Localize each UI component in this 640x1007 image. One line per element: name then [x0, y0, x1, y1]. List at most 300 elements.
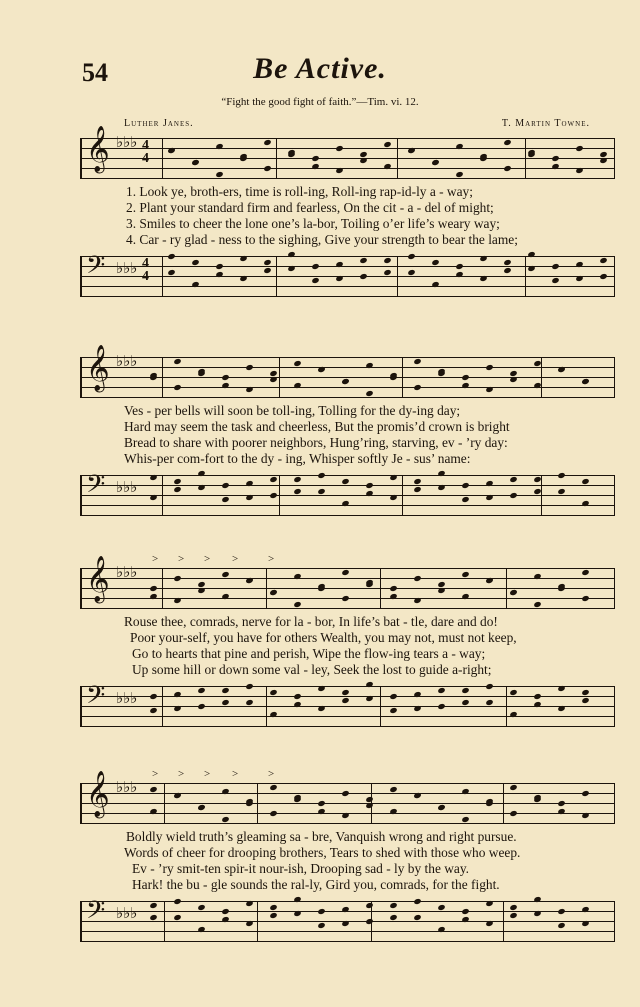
- note-head: [191, 259, 199, 266]
- bar-line: [80, 901, 82, 941]
- bar-line: [614, 783, 615, 823]
- epigraph: “Fight the good fight of faith.”—Tim. vi. 12.: [221, 96, 419, 108]
- lyric-line: Words of cheer for drooping brothers, Tears to shed with those who weep.: [124, 845, 521, 860]
- treble-clef-icon: 𝄞: [86, 771, 110, 816]
- note-head: [413, 575, 421, 582]
- note-head: [389, 902, 397, 909]
- note-head: [437, 587, 445, 594]
- note-head: [509, 784, 517, 791]
- note-head: [197, 687, 205, 694]
- staff-line: [80, 686, 615, 687]
- note-head: [197, 587, 205, 594]
- treble-staff: [80, 771, 615, 823]
- note-head: [173, 358, 181, 365]
- note-head: [221, 699, 229, 706]
- note-head: [431, 259, 439, 266]
- note-head: [599, 273, 607, 280]
- bar-line: [162, 256, 163, 296]
- note-head: [335, 275, 343, 282]
- note-head: [533, 601, 541, 608]
- staff-line: [80, 357, 615, 358]
- note-head: [263, 165, 271, 172]
- note-head: [437, 581, 445, 588]
- composer-credit: T. Martin Towne.: [501, 118, 590, 129]
- note-head: [221, 571, 229, 578]
- note-head: [215, 263, 223, 270]
- note-head: [581, 689, 589, 696]
- note-head: [413, 705, 421, 712]
- bar-line: [614, 475, 615, 515]
- lyric-line: Ev - ’ry smit-ten spir-it nour-ish, Drooping sad - ly by the way.: [132, 861, 470, 876]
- note-head: [455, 263, 463, 270]
- bar-line: [266, 686, 267, 726]
- staff-line: [80, 296, 615, 297]
- note-head: [413, 914, 421, 921]
- key-signature-flats: ♭♭♭: [116, 691, 138, 707]
- note-head: [287, 265, 295, 272]
- note-head: [485, 900, 493, 907]
- note-head: [245, 699, 253, 706]
- accent-mark: >: [232, 553, 239, 565]
- staff-line: [80, 588, 615, 589]
- lyric-line: Hard may seem the task and cheerless, But the promis’d crown is bright: [124, 419, 510, 434]
- note-head: [341, 920, 349, 927]
- note-head: [263, 259, 271, 266]
- staff-line: [80, 783, 615, 784]
- note-head: [197, 904, 205, 911]
- bar-line: [162, 138, 163, 178]
- note-head: [461, 687, 469, 694]
- note-head: [341, 595, 349, 602]
- staff-line: [80, 158, 615, 159]
- note-head: [575, 145, 583, 152]
- note-head: [437, 703, 445, 710]
- staff-line: [80, 803, 615, 804]
- note-head: [269, 912, 277, 919]
- treble-staff: [80, 556, 615, 608]
- note-head: [341, 478, 349, 485]
- note-head: [461, 482, 469, 489]
- note-head: [365, 802, 373, 809]
- note-head: [269, 370, 277, 377]
- staff-line: [80, 823, 615, 824]
- note-head: [317, 472, 325, 479]
- note-head: [341, 689, 349, 696]
- note-head: [269, 376, 277, 383]
- bar-line: [506, 686, 507, 726]
- note-head: [341, 812, 349, 819]
- lyric-line: Go to hearts that pine and perish, Wipe the flow-ing tears a - way;: [132, 646, 486, 661]
- music-system: [80, 345, 615, 537]
- key-signature-flats: ♭♭♭: [116, 565, 138, 581]
- note-head: [311, 263, 319, 270]
- music-system: [80, 553, 615, 748]
- staff-line: [80, 286, 615, 287]
- bar-line: [402, 475, 403, 515]
- note-head: [197, 484, 205, 491]
- note-head: [191, 159, 199, 166]
- note-head: [197, 703, 205, 710]
- accent-mark: >: [232, 768, 239, 780]
- note-head: [269, 589, 277, 596]
- note-head: [383, 269, 391, 276]
- staff-line: [80, 941, 615, 942]
- note-head: [365, 918, 373, 925]
- note-head: [365, 390, 373, 397]
- note-head: [509, 912, 517, 919]
- note-head: [437, 484, 445, 491]
- accent-mark: >: [178, 553, 185, 565]
- lyric-line: 3. Smiles to cheer the lone one’s la-bor, Toiling o’er life’s weary way;: [126, 216, 500, 231]
- staff-line: [80, 485, 615, 486]
- lyric-line: Poor your-self, you have for others Wealth, you may not, must not keep,: [130, 630, 517, 645]
- note-head: [509, 476, 517, 483]
- note-head: [341, 790, 349, 797]
- key-signature-flats: ♭♭♭: [116, 780, 138, 796]
- note-head: [269, 810, 277, 817]
- staff-line: [80, 276, 615, 277]
- bass-clef-icon: 𝄢: [86, 471, 106, 504]
- note-head: [557, 800, 565, 807]
- staff-line: [80, 608, 615, 609]
- time-signature-bottom: 4: [142, 269, 149, 285]
- note-head: [317, 488, 325, 495]
- note-head: [335, 167, 343, 174]
- note-head: [317, 366, 325, 373]
- note-head: [221, 816, 229, 823]
- note-head: [359, 157, 367, 164]
- bass-staff: [80, 252, 615, 296]
- note-head: [221, 374, 229, 381]
- note-head: [551, 263, 559, 270]
- note-head: [389, 707, 397, 714]
- note-head: [557, 472, 565, 479]
- note-head: [149, 474, 157, 481]
- note-head: [503, 267, 511, 274]
- lyric-line: Ves - per bells will soon be toll-ing, Tolling for the dy-ing day;: [124, 403, 461, 418]
- note-head: [221, 687, 229, 694]
- note-head: [383, 257, 391, 264]
- note-head: [149, 707, 157, 714]
- bar-line: [614, 568, 615, 608]
- hymn-title: Be Active.: [253, 52, 387, 85]
- note-head: [149, 902, 157, 909]
- note-head: [581, 920, 589, 927]
- key-signature-flats: ♭♭♭: [116, 906, 138, 922]
- note-head: [245, 920, 253, 927]
- note-head: [173, 575, 181, 582]
- note-head: [389, 585, 397, 592]
- note-head: [197, 804, 205, 811]
- bar-line: [525, 256, 526, 296]
- bar-line: [162, 475, 163, 515]
- staff-line: [80, 495, 615, 496]
- staff-line: [80, 931, 615, 932]
- note-head: [437, 687, 445, 694]
- treble-clef-icon: 𝄞: [86, 345, 110, 390]
- time-signature-top: 4: [142, 138, 149, 153]
- bar-line: [80, 686, 82, 726]
- note-head: [173, 914, 181, 921]
- note-head: [245, 386, 253, 393]
- accent-mark: >: [204, 553, 211, 565]
- time-signature-bottom: 4: [142, 151, 149, 167]
- note-head: [485, 494, 493, 501]
- note-head: [557, 488, 565, 495]
- note-head: [575, 167, 583, 174]
- note-head: [365, 796, 373, 803]
- note-head: [461, 908, 469, 915]
- note-head: [461, 571, 469, 578]
- note-head: [485, 699, 493, 706]
- note-head: [581, 595, 589, 602]
- bar-line: [80, 357, 82, 397]
- accent-mark: >: [204, 768, 211, 780]
- note-head: [437, 904, 445, 911]
- note-head: [413, 384, 421, 391]
- lyric-line: 4. Car - ry glad - ness to the sighing, Give your strength to bear the lame;: [126, 232, 518, 247]
- bar-line: [380, 686, 381, 726]
- note-head: [485, 920, 493, 927]
- bar-line: [257, 901, 258, 941]
- note-head: [557, 685, 565, 692]
- note-head: [461, 816, 469, 823]
- note-head: [197, 581, 205, 588]
- note-head: [389, 693, 397, 700]
- note-head: [485, 386, 493, 393]
- note-head: [341, 569, 349, 576]
- lyric-line: Boldly wield truth’s gleaming sa - bre, Vanquish wrong and right pursue.: [126, 829, 517, 844]
- note-head: [509, 492, 517, 499]
- bar-line: [402, 357, 403, 397]
- note-head: [317, 908, 325, 915]
- note-head: [389, 494, 397, 501]
- bar-line: [276, 138, 277, 178]
- staff-line: [80, 138, 615, 139]
- note-head: [599, 257, 607, 264]
- bar-line: [506, 568, 507, 608]
- bar-line: [614, 686, 615, 726]
- key-signature-flats: ♭♭♭: [116, 354, 138, 370]
- note-head: [479, 255, 487, 262]
- note-head: [551, 277, 559, 284]
- staff-line: [80, 716, 615, 717]
- note-head: [413, 478, 421, 485]
- note-head: [581, 378, 589, 385]
- bass-clef-icon: 𝄢: [86, 252, 106, 285]
- bar-line: [525, 138, 526, 178]
- staff-line: [80, 475, 615, 476]
- note-head: [245, 364, 253, 371]
- note-head: [461, 374, 469, 381]
- time-signature: [142, 257, 149, 284]
- bar-line: [164, 901, 165, 941]
- note-head: [341, 378, 349, 385]
- music-system: [80, 126, 615, 318]
- note-head: [173, 597, 181, 604]
- note-head: [485, 364, 493, 371]
- note-head: [173, 384, 181, 391]
- staff-line: [80, 178, 615, 179]
- note-head: [461, 699, 469, 706]
- note-head: [581, 478, 589, 485]
- note-head: [509, 589, 517, 596]
- accent-mark: >: [268, 768, 275, 780]
- note-head: [503, 165, 511, 172]
- note-head: [221, 496, 229, 503]
- note-head: [389, 786, 397, 793]
- note-head: [263, 139, 271, 146]
- note-head: [479, 275, 487, 282]
- bar-line: [80, 568, 82, 608]
- bar-line: [279, 475, 280, 515]
- note-head: [557, 705, 565, 712]
- bass-clef-icon: 𝄢: [86, 897, 106, 930]
- note-head: [293, 910, 301, 917]
- note-head: [503, 139, 511, 146]
- bar-line: [503, 783, 504, 823]
- note-head: [509, 689, 517, 696]
- note-head: [455, 171, 463, 178]
- note-head: [239, 255, 247, 262]
- note-head: [461, 496, 469, 503]
- key-signature-flats: ♭♭♭: [116, 480, 138, 496]
- bar-line: [80, 256, 82, 296]
- note-head: [269, 784, 277, 791]
- note-head: [413, 358, 421, 365]
- note-head: [167, 253, 175, 260]
- note-head: [365, 695, 373, 702]
- note-head: [407, 253, 415, 260]
- note-head: [437, 804, 445, 811]
- note-head: [167, 147, 175, 154]
- treble-clef-icon: 𝄞: [86, 126, 110, 171]
- accent-mark: >: [152, 553, 159, 565]
- lyric-line: Up some hill or down some val - ley, Seek the lost to guide a-right;: [132, 662, 492, 677]
- note-head: [407, 269, 415, 276]
- lyric-line: Hark! the bu - gle sounds the ral-ly, Gird you, comrads, for the fight.: [132, 877, 500, 892]
- note-head: [485, 577, 493, 584]
- note-head: [149, 914, 157, 921]
- note-head: [557, 908, 565, 915]
- note-head: [581, 790, 589, 797]
- lyric-line: Bread to share with poorer neighbors, Hung’ring, starving, ev - ’ry day:: [124, 435, 508, 450]
- note-head: [389, 914, 397, 921]
- bar-line: [279, 357, 280, 397]
- staff-line: [80, 397, 615, 398]
- time-signature: [142, 139, 149, 166]
- note-head: [269, 476, 277, 483]
- bar-line: [614, 357, 615, 397]
- bar-line: [162, 568, 163, 608]
- note-head: [365, 482, 373, 489]
- note-head: [311, 155, 319, 162]
- bass-staff: [80, 897, 615, 941]
- note-head: [509, 904, 517, 911]
- note-head: [485, 683, 493, 690]
- note-head: [173, 478, 181, 485]
- note-head: [269, 904, 277, 911]
- note-head: [293, 488, 301, 495]
- staff-line: [80, 256, 615, 257]
- bar-line: [614, 901, 615, 941]
- note-head: [335, 145, 343, 152]
- note-head: [293, 360, 301, 367]
- note-head: [551, 155, 559, 162]
- note-head: [149, 585, 157, 592]
- bass-clef-icon: 𝄢: [86, 682, 106, 715]
- note-head: [599, 151, 607, 158]
- note-head: [149, 494, 157, 501]
- page-number: 54: [82, 58, 108, 87]
- bar-line: [380, 568, 381, 608]
- treble-clef-icon: 𝄞: [86, 556, 110, 601]
- bar-line: [397, 138, 398, 178]
- note-head: [599, 157, 607, 164]
- note-head: [317, 922, 325, 929]
- note-head: [359, 273, 367, 280]
- bar-line: [80, 783, 82, 823]
- note-head: [173, 898, 181, 905]
- staff-line: [80, 168, 615, 169]
- note-head: [575, 275, 583, 282]
- note-head: [341, 697, 349, 704]
- bar-line: [266, 568, 267, 608]
- note-head: [509, 810, 517, 817]
- note-head: [173, 705, 181, 712]
- note-head: [245, 683, 253, 690]
- lyric-line: Rouse thee, comrads, nerve for la - bor, In life’s bat - tle, dare and do!: [124, 614, 498, 629]
- bar-line: [614, 138, 615, 178]
- note-head: [221, 908, 229, 915]
- note-head: [431, 159, 439, 166]
- note-head: [557, 922, 565, 929]
- note-head: [221, 482, 229, 489]
- staff-line: [80, 515, 615, 516]
- bar-line: [80, 138, 82, 178]
- note-head: [245, 900, 253, 907]
- note-head: [317, 685, 325, 692]
- note-head: [149, 786, 157, 793]
- note-head: [581, 812, 589, 819]
- bar-line: [257, 783, 258, 823]
- staff-line: [80, 148, 615, 149]
- note-head: [245, 577, 253, 584]
- bar-line: [276, 256, 277, 296]
- note-head: [317, 800, 325, 807]
- treble-staff: [80, 126, 615, 178]
- music-system: [80, 768, 615, 963]
- note-head: [413, 486, 421, 493]
- bar-line: [503, 901, 504, 941]
- note-head: [581, 697, 589, 704]
- note-head: [263, 267, 271, 274]
- bar-line: [162, 357, 163, 397]
- note-head: [359, 257, 367, 264]
- note-head: [413, 792, 421, 799]
- note-head: [173, 486, 181, 493]
- bar-line: [80, 475, 82, 515]
- note-head: [317, 705, 325, 712]
- note-head: [407, 147, 415, 154]
- note-head: [533, 693, 541, 700]
- accent-mark: >: [152, 768, 159, 780]
- key-signature-flats: ♭♭♭: [116, 135, 138, 151]
- note-head: [359, 151, 367, 158]
- note-head: [413, 597, 421, 604]
- note-head: [533, 910, 541, 917]
- note-head: [293, 693, 301, 700]
